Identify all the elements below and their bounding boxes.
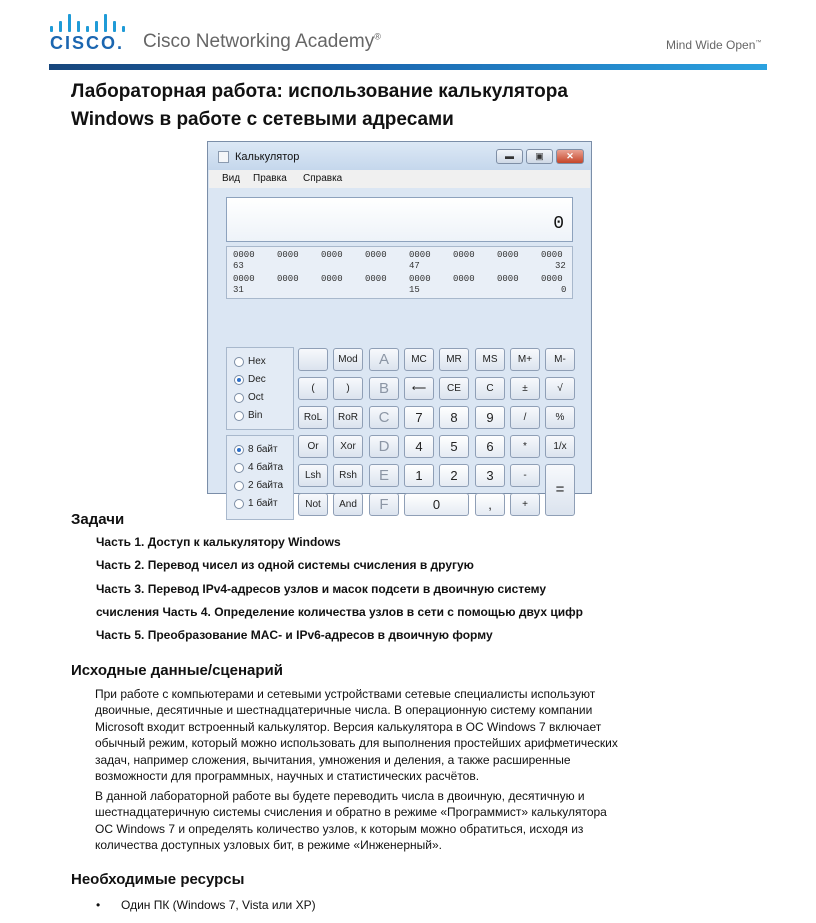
- calc-key[interactable]: [298, 348, 328, 371]
- bit-group[interactable]: 0000: [409, 274, 431, 284]
- task-item: счисления Часть 4. Определение количества узлов в сети с помощью двух цифр: [96, 605, 583, 619]
- page-title-line-1: Лабораторная работа: использование калькулятора: [71, 81, 568, 102]
- calc-key[interactable]: Lsh: [298, 464, 328, 487]
- calc-key[interactable]: 3: [475, 464, 505, 487]
- tasks-heading: Задачи: [71, 511, 125, 528]
- bit-group[interactable]: 0000: [365, 274, 387, 284]
- bit-group[interactable]: 0000: [541, 274, 563, 284]
- calculator-window: [207, 141, 592, 513]
- cisco-logo-bars-icon: [50, 12, 122, 32]
- calc-key[interactable]: 1: [404, 464, 434, 487]
- display-value: 0: [553, 214, 564, 234]
- bit-group[interactable]: 0000: [233, 250, 255, 260]
- calc-key[interactable]: 9: [475, 406, 505, 429]
- calc-key[interactable]: M-: [545, 348, 575, 371]
- calc-key[interactable]: /: [510, 406, 540, 429]
- calc-key[interactable]: Not: [298, 493, 328, 516]
- close-button[interactable]: ✕: [556, 149, 584, 164]
- bit-group[interactable]: 0000: [321, 274, 343, 284]
- calc-key[interactable]: MR: [439, 348, 469, 371]
- calc-key[interactable]: Xor: [333, 435, 363, 458]
- bit-position-label[interactable]: 15: [409, 285, 420, 295]
- calc-key[interactable]: ): [333, 377, 363, 400]
- bit-group[interactable]: 0000: [321, 250, 343, 260]
- calc-key[interactable]: 6: [475, 435, 505, 458]
- calc-key[interactable]: CE: [439, 377, 469, 400]
- bullet-icon: •: [96, 898, 101, 912]
- calculator-window-title: Калькулятор: [235, 151, 300, 163]
- bit-group[interactable]: 0000: [277, 250, 299, 260]
- calc-key[interactable]: C: [475, 377, 505, 400]
- calculator-menubar: [209, 170, 590, 188]
- calc-key[interactable]: ,: [475, 493, 505, 516]
- calc-key[interactable]: %: [545, 406, 575, 429]
- bit-group[interactable]: 0000: [497, 250, 519, 260]
- menu-view[interactable]: Вид: [222, 173, 241, 184]
- calc-key[interactable]: 4: [404, 435, 434, 458]
- header-divider: [49, 64, 767, 70]
- bit-position-label[interactable]: 31: [233, 285, 244, 295]
- tagline: Mind Wide Open™: [666, 38, 762, 52]
- radio-hex-dot: [234, 357, 244, 367]
- bit-group[interactable]: 0000: [233, 274, 255, 284]
- radio-4-bytes-dot: [234, 463, 244, 473]
- background-paragraph-1: При работе с компьютерами и сетевыми устройствами сетевые специалисты используют двоичные, десятичные и шестнадцатеричные числа. В операционную систему компании Microsoft входит встроенный калькулятор. Версия калькулятора в ОС Windows 7 включает обычный режим, который можно использовать для выполнения простейших арифметических задач, например сложения, вычитания, умножения и деления, а также расширенные возможности для программных, научных и статистических расчётов.: [95, 687, 618, 784]
- number-base-group: Hex Dec Oct Bin: [226, 347, 294, 430]
- calc-key[interactable]: C: [369, 406, 399, 429]
- calc-key[interactable]: √: [545, 377, 575, 400]
- resource-item: Один ПК (Windows 7, Vista или XP): [121, 898, 316, 912]
- calc-key[interactable]: *: [510, 435, 540, 458]
- calc-key[interactable]: B: [369, 377, 399, 400]
- minimize-button[interactable]: ▬: [496, 149, 523, 164]
- calculator-app-icon: [218, 151, 229, 163]
- bit-position-label[interactable]: 0: [561, 285, 567, 295]
- bit-group[interactable]: 0000: [497, 274, 519, 284]
- task-item: Часть 5. Преобразование MAC- и IPv6-адресов в двоичную форму: [96, 628, 493, 642]
- radio-1-byte-dot: [234, 499, 244, 509]
- calc-key[interactable]: +: [510, 493, 540, 516]
- bit-display-panel: [226, 246, 573, 299]
- bit-group[interactable]: 0000: [453, 250, 475, 260]
- maximize-button[interactable]: ▣: [526, 149, 553, 164]
- calculator-display: [226, 197, 573, 242]
- radio-dec-dot: [234, 375, 244, 385]
- background-paragraph-2: В данной лабораторной работе вы будете переводить числа в двоичную, десятичную и шестнадцатеричную системы счисления и обратно в режиме «Программист» калькулятора ОС Windows 7 и определять количество узлов, к которым можно обратиться, исходя из количества доступных узловых бит, в режиме «Инженерный».: [95, 789, 607, 853]
- resources-heading: Необходимые ресурсы: [71, 871, 245, 888]
- cisco-logo-wordmark: CISCO.: [50, 33, 125, 53]
- calc-key[interactable]: Rsh: [333, 464, 363, 487]
- calc-key[interactable]: MC: [404, 348, 434, 371]
- task-item: Часть 2. Перевод чисел из одной системы счисления в другую: [96, 558, 474, 572]
- bit-group[interactable]: 0000: [277, 274, 299, 284]
- calc-key[interactable]: ⟵: [404, 377, 434, 400]
- radio-2-bytes-dot: [234, 481, 244, 491]
- page-header: [0, 0, 816, 72]
- bit-position-label[interactable]: 32: [555, 261, 566, 271]
- calc-key[interactable]: 0: [404, 493, 469, 516]
- calculator-body: [209, 188, 590, 513]
- calc-key[interactable]: ±: [510, 377, 540, 400]
- calc-key[interactable]: 2: [439, 464, 469, 487]
- calc-key[interactable]: 8: [439, 406, 469, 429]
- calc-key[interactable]: (: [298, 377, 328, 400]
- calc-key[interactable]: And: [333, 493, 363, 516]
- calc-key[interactable]: E: [369, 464, 399, 487]
- calc-key[interactable]: =: [545, 464, 575, 516]
- bit-position-label[interactable]: 63: [233, 261, 244, 271]
- calc-key[interactable]: Mod: [333, 348, 363, 371]
- bit-group[interactable]: 0000: [365, 250, 387, 260]
- radio-bin-dot: [234, 411, 244, 421]
- task-item: Часть 3. Перевод IPv4-адресов узлов и масок подсети в двоичную систему: [96, 582, 547, 596]
- radio-oct-dot: [234, 393, 244, 403]
- calc-key[interactable]: RoR: [333, 406, 363, 429]
- academy-name: Cisco Networking Academy®: [143, 31, 381, 52]
- calc-key[interactable]: 1/x: [545, 435, 575, 458]
- task-item: Часть 1. Доступ к калькулятору Windows: [96, 535, 341, 549]
- calc-key[interactable]: 7: [404, 406, 434, 429]
- calc-key[interactable]: M+: [510, 348, 540, 371]
- calc-key[interactable]: MS: [475, 348, 505, 371]
- menu-edit[interactable]: Правка: [253, 173, 287, 184]
- calc-key[interactable]: 5: [439, 435, 469, 458]
- background-heading: Исходные данные/сценарий: [71, 662, 283, 679]
- calc-key[interactable]: -: [510, 464, 540, 487]
- radio-8-bytes-dot: [234, 445, 244, 455]
- calc-key[interactable]: Or: [298, 435, 328, 458]
- calc-key[interactable]: F: [369, 493, 399, 516]
- calc-key[interactable]: A: [369, 348, 399, 371]
- page-title-line-2: Windows в работе с сетевыми адресами: [71, 109, 454, 130]
- bit-group[interactable]: 0000: [409, 250, 431, 260]
- calc-key[interactable]: RoL: [298, 406, 328, 429]
- menu-help[interactable]: Справка: [303, 173, 343, 184]
- bit-group[interactable]: 0000: [453, 274, 475, 284]
- calculator-titlebar: [208, 142, 591, 170]
- word-size-group: 8 байт 4 байта 2 байта 1 байт: [226, 435, 294, 520]
- page-title: [71, 78, 711, 134]
- bit-group[interactable]: 0000: [541, 250, 563, 260]
- bit-position-label[interactable]: 47: [409, 261, 420, 271]
- calc-key[interactable]: D: [369, 435, 399, 458]
